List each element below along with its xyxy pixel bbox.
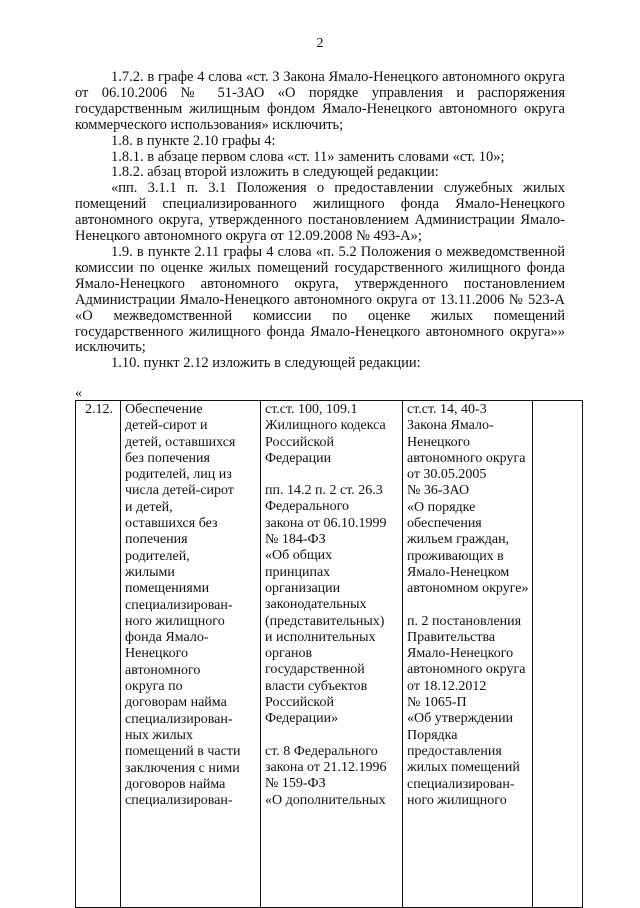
service-name-cell (121, 401, 261, 908)
federal-act-3: ст. 8 Федерального закона от 21.12.1996 № 159-ФЗ «О дополнительных (265, 743, 387, 808)
amendment-table (75, 400, 583, 908)
page-number: 2 (316, 36, 324, 51)
federal-act-2: пп. 14.2 п. 2 ст. 26.3 Федерального закона от 06.10.1999 № 184-ФЗ «Об общих принципах организации законодательных (представительных) и исполнительных органов государственной власти субъектов Российской Федерации» (265, 483, 387, 727)
regional-act-2: п. 2 постановления Правительства Ямало-Ненецкого автономного округа от 18.12.2012 № 1065-П «Об утверждении Порядка предоставления жилых помещений специализирован- ного жилищного (407, 613, 526, 808)
service-name-text: Обеспечение детей-сирот и детей, оставшихся без попечения родителей, лиц из числа детей-сирот и детей, оставшихся без попечения родителей, жилыми помещениями специализирован- ного жилищного фонда Ямало- Ненецкого автономного округа по договорам найма специализирован- ных жилых помещений в части заключения с ними договоров найма специализирован- (125, 402, 241, 809)
federal-acts-cell (261, 401, 403, 908)
paragraph-1-9: 1.9. в пункте 2.11 графы 4 слова «п. 5.2 Положения о межведомственной комиссии по оценке жилых помещений государственного жилищного фонда Ямало-Ненецкого автономного округа, утвержденного постановлением Администрации Ямало-Ненецкого автономного округа от 13.11.2006 № 523-А «О межведомственной комиссии по оценке жилых помещений государственного жилищного фонда Ямало-Ненецкого автономного округа»» исключить; (75, 243, 565, 356)
paragraph-1-7-2: 1.7.2. в графе 4 слова «ст. 3 Закона Ямало-Ненецкого автономного округа от 06.10.2006 № 51-ЗАО «О порядке управления и распоряжения государственным жилищным фондом Ямало-Ненецкого автономного округа коммерческого использования» исключить; (75, 69, 565, 133)
regional-acts-cell (403, 401, 533, 908)
table-row (76, 401, 583, 908)
paragraph-1-8-1: 1.8.1. в абзаце первом слова «ст. 11» заменить словами «ст. 10»; (111, 148, 505, 165)
empty-cell (533, 401, 583, 908)
paragraph-quote: «пп. 3.1.1 п. 3.1 Положения о предоставлении служебных жилых помещений специализированного жилищного фонда Ямало-Ненецкого автономного округа, утвержденного постановлением Администрации Ямало-Ненецкого автономного округа от 12.09.2008 № 493-А»; (75, 180, 565, 245)
paragraph-1-10: 1.10. пункт 2.12 изложить в следующей редакции: (111, 355, 421, 372)
opening-quote-mark: « (75, 386, 82, 401)
paragraph-1-8-2: 1.8.2. абзац второй изложить в следующей редакции: (111, 164, 439, 181)
item-number-cell (76, 401, 121, 908)
body-text (75, 70, 565, 372)
paragraph-1-8: 1.8. в пункте 2.10 графы 4: (111, 132, 276, 149)
regional-act-1: ст.ст. 14, 40-3 Закона Ямало- Ненецкого автономного округа от 30.05.2005 № 36-ЗАО «О порядке обеспечения жильем граждан, проживающих в Ямало-Ненецком автономном округе» (407, 402, 529, 597)
item-number: 2.12. (85, 402, 113, 417)
federal-act-1: ст.ст. 100, 109.1 Жилищного кодекса Российской Федерации (265, 402, 386, 466)
